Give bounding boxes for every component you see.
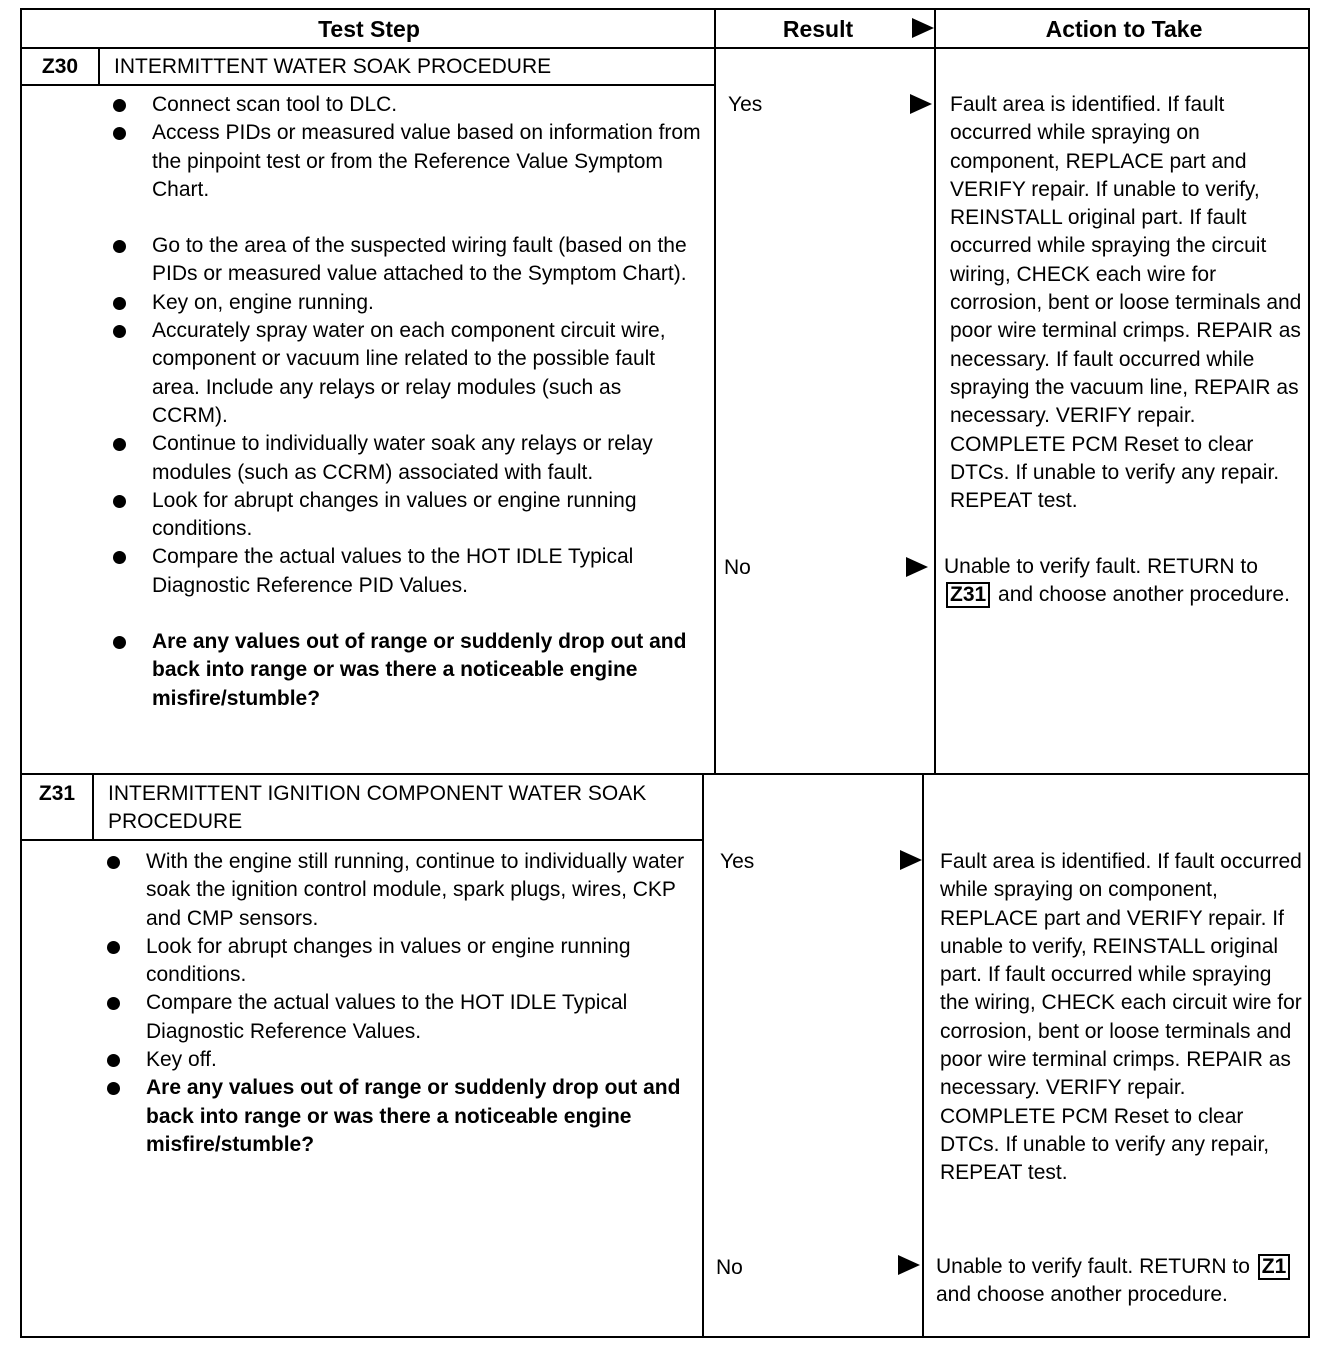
z30-title-underline <box>22 84 714 86</box>
z30-yes-action: Fault area is identified. If fault occurred while spraying on component, REPLACE part and VERIFY repair. If unable to verify, REINSTALL original part. If fault occurred while spraying the circuit wiring, CHECK each wire for corrosion, bent or loose terminals and poor wire terminal crimps. REPAIR as necessary. If fault occurred while spraying the vacuum line, REPAIR as necessary. VERIFY repair. COMPLETE PCM Reset to clear DTCs. If unable to verify any repair. REPEAT test. <box>950 93 1302 513</box>
header-divider <box>22 47 1310 49</box>
z30-no-action-text-2: and choose another procedure. <box>998 583 1290 607</box>
z31-result-no: No <box>716 1256 743 1279</box>
z30-return-ref-link[interactable]: Z31 <box>946 582 990 608</box>
header-arrow-icon <box>912 18 934 38</box>
list-item: Look for abrupt changes in values or engine running conditions. <box>112 487 702 544</box>
z30-result-yes: Yes <box>728 93 763 116</box>
list-item: With the engine still running, continue to individually water soak the ignition control module, spark plugs, wires, CKP and CMP sensors. <box>106 848 696 933</box>
col-divider-2-top <box>934 10 936 775</box>
list-item: Are any values out of range or suddenly drop out and back into range or was there a noticeable engine misfire/stumble? <box>112 628 702 713</box>
list-item: Compare the actual values to the HOT IDLE Typical Diagnostic Reference Values. <box>106 989 696 1046</box>
z30-no-arrow-icon <box>906 557 928 577</box>
list-item: Accurately spray water on each component circuit wire, component or vacuum line related to the possible fault area. Include any relays or relay modules (such as CCRM). <box>112 317 702 430</box>
list-item: Continue to individually water soak any relays or relay modules (such as CCRM) associated with fault. <box>112 430 702 487</box>
z31-no-action-text-2: and choose another procedure. <box>936 1283 1228 1307</box>
z30-step-title: INTERMITTENT WATER SOAK PROCEDURE <box>114 55 552 78</box>
list-item: Are any values out of range or suddenly drop out and back into range or was there a noticeable engine misfire/stumble? <box>106 1074 696 1159</box>
z31-result-yes: Yes <box>720 850 755 873</box>
list-item: Connect scan tool to DLC. <box>112 91 702 119</box>
header-result: Result <box>782 16 854 42</box>
z30-result-no: No <box>724 556 751 579</box>
z31-step-list <box>106 848 696 1159</box>
row-divider <box>22 773 1310 775</box>
col-divider-2-bottom <box>922 775 924 1338</box>
list-item: Compare the actual values to the HOT IDLE Typical Diagnostic Reference PID Values. <box>112 543 702 600</box>
header-test-step: Test Step <box>318 16 420 42</box>
z31-return-ref-link[interactable]: Z1 <box>1258 1254 1291 1280</box>
z30-step-list <box>112 91 702 713</box>
z31-step-code: Z31 <box>38 782 76 805</box>
list-item: Access PIDs or measured value based on information from the pinpoint test or from the Reference Value Symptom Chart. <box>112 119 702 204</box>
z31-no-action-text: Unable to verify fault. RETURN to <box>936 1255 1250 1278</box>
col-divider-1-bottom <box>702 775 704 1338</box>
z31-no-action <box>936 1253 1296 1310</box>
list-item: Key on, engine running. <box>112 289 702 317</box>
col-divider-1-top <box>714 10 716 775</box>
z31-yes-arrow-icon <box>900 850 922 870</box>
list-item: Look for abrupt changes in values or engine running conditions. <box>106 933 696 990</box>
z31-step-title: INTERMITTENT IGNITION COMPONENT WATER SOAK PROCEDURE <box>108 782 647 833</box>
z31-title-underline <box>22 839 702 841</box>
z30-yes-arrow-icon <box>910 94 932 114</box>
header-action: Action to Take <box>1045 16 1203 42</box>
z30-code-divider <box>98 47 100 85</box>
z30-step-code: Z30 <box>41 55 79 78</box>
z31-yes-action: Fault area is identified. If fault occurred while spraying on component, REPLACE part and VERIFY repair. If unable to verify, REINSTALL original part. If fault occurred while spraying the wiring, CHECK each circuit wire for corrosion, bent or loose terminals and poor wire terminal crimps. REPAIR as necessary. VERIFY repair. COMPLETE PCM Reset to clear DTCs. If unable to verify any repair, REPEAT test. <box>940 850 1302 1185</box>
z30-no-action <box>944 553 1304 610</box>
diagnostic-table <box>20 8 1310 1338</box>
z31-no-arrow-icon <box>898 1255 920 1275</box>
z31-code-divider <box>92 775 94 841</box>
list-item: Key off. <box>106 1046 696 1074</box>
list-item: Go to the area of the suspected wiring fault (based on the PIDs or measured value attached to the Symptom Chart). <box>112 232 702 289</box>
z30-no-action-text: Unable to verify fault. RETURN to <box>944 555 1258 578</box>
